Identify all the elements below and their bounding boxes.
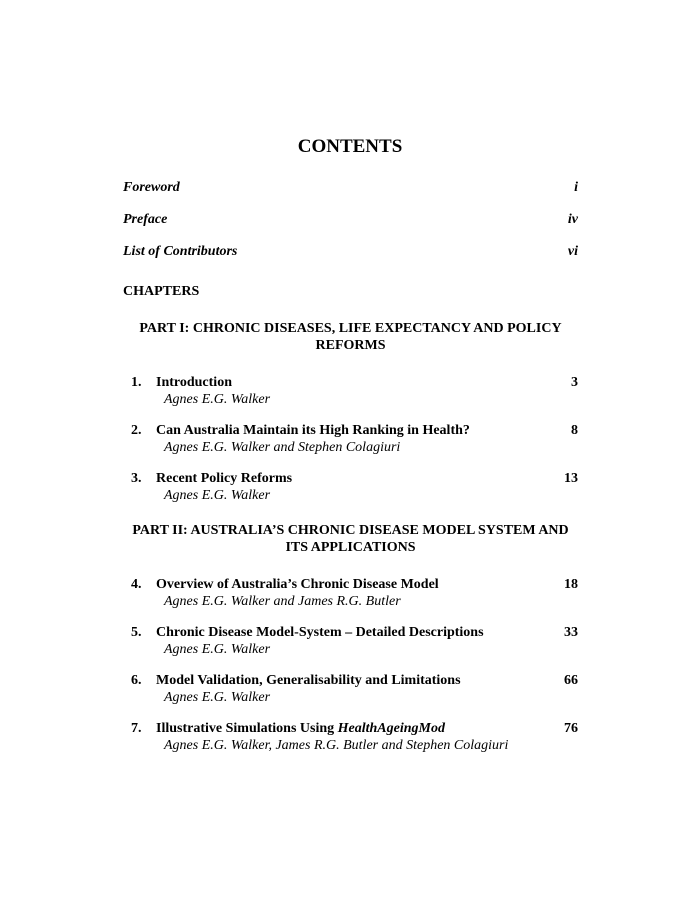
chapter-title: Model Validation, Generalisability and Limitations [156, 673, 461, 688]
chapter-entry [131, 672, 578, 706]
chapter-page: 3 [571, 375, 578, 390]
chapter-page: 18 [564, 577, 578, 592]
chapter-number: 4. [131, 577, 142, 592]
chapter-entry [131, 470, 578, 504]
part-heading-line: REFORMS [315, 338, 386, 353]
chapter-authors: Agnes E.G. Walker [164, 690, 271, 705]
chapter-title: Introduction [156, 375, 232, 390]
chapter-authors: Agnes E.G. Walker [164, 392, 271, 407]
part-heading-line: PART I: CHRONIC DISEASES, LIFE EXPECTANCY AND POLICY [139, 321, 562, 336]
part-heading [123, 522, 578, 556]
chapter-page: 13 [564, 471, 578, 486]
chapter-entry [131, 374, 578, 408]
front-matter-label: Foreword [123, 180, 180, 195]
chapter-page: 66 [564, 673, 578, 688]
chapter-number: 5. [131, 625, 142, 640]
chapter-page: 33 [564, 625, 578, 640]
chapter-authors: Agnes E.G. Walker and James R.G. Butler [164, 594, 401, 609]
chapter-entry [131, 422, 578, 456]
part-heading [123, 320, 578, 354]
chapter-entry [131, 624, 578, 658]
chapter-authors: Agnes E.G. Walker [164, 488, 271, 503]
front-matter-preface [123, 212, 578, 228]
chapter-entry [131, 720, 578, 754]
page-title: CONTENTS [297, 136, 403, 157]
part-heading-line: ITS APPLICATIONS [285, 540, 416, 555]
chapter-title: Overview of Australia’s Chronic Disease Model [156, 577, 439, 592]
chapter-page: 76 [564, 721, 578, 736]
chapter-authors: Agnes E.G. Walker and Stephen Colagiuri [164, 440, 401, 455]
front-matter-foreword [123, 180, 578, 196]
front-matter-label: List of Contributors [123, 244, 238, 259]
chapter-number: 1. [131, 375, 142, 390]
chapter-title: Chronic Disease Model-System – Detailed Descriptions [156, 625, 484, 640]
chapter-number: 2. [131, 423, 142, 438]
chapter-number: 7. [131, 721, 142, 736]
chapter-title: Illustrative Simulations Using [156, 721, 338, 736]
front-matter-page: iv [567, 212, 578, 227]
chapter-title-italic: HealthAgeingMod [337, 721, 445, 736]
chapter-entry [131, 576, 578, 610]
chapter-authors: Agnes E.G. Walker, James R.G. Butler and Stephen Colagiuri [164, 738, 509, 753]
chapter-authors: Agnes E.G. Walker [164, 642, 271, 657]
chapter-title: Recent Policy Reforms [156, 471, 293, 486]
chapter-number: 6. [131, 673, 142, 688]
front-matter-page: i [574, 180, 578, 195]
front-matter-label: Preface [123, 212, 168, 227]
chapter-title: Can Australia Maintain its High Ranking in Health? [156, 423, 470, 438]
front-matter-contributors [123, 244, 578, 260]
chapters-heading: CHAPTERS [123, 284, 200, 299]
chapter-number: 3. [131, 471, 142, 486]
part-heading-line: PART II: AUSTRALIA’S CHRONIC DISEASE MODEL SYSTEM AND [132, 523, 569, 538]
chapter-page: 8 [571, 423, 578, 438]
front-matter-page: vi [567, 244, 578, 259]
